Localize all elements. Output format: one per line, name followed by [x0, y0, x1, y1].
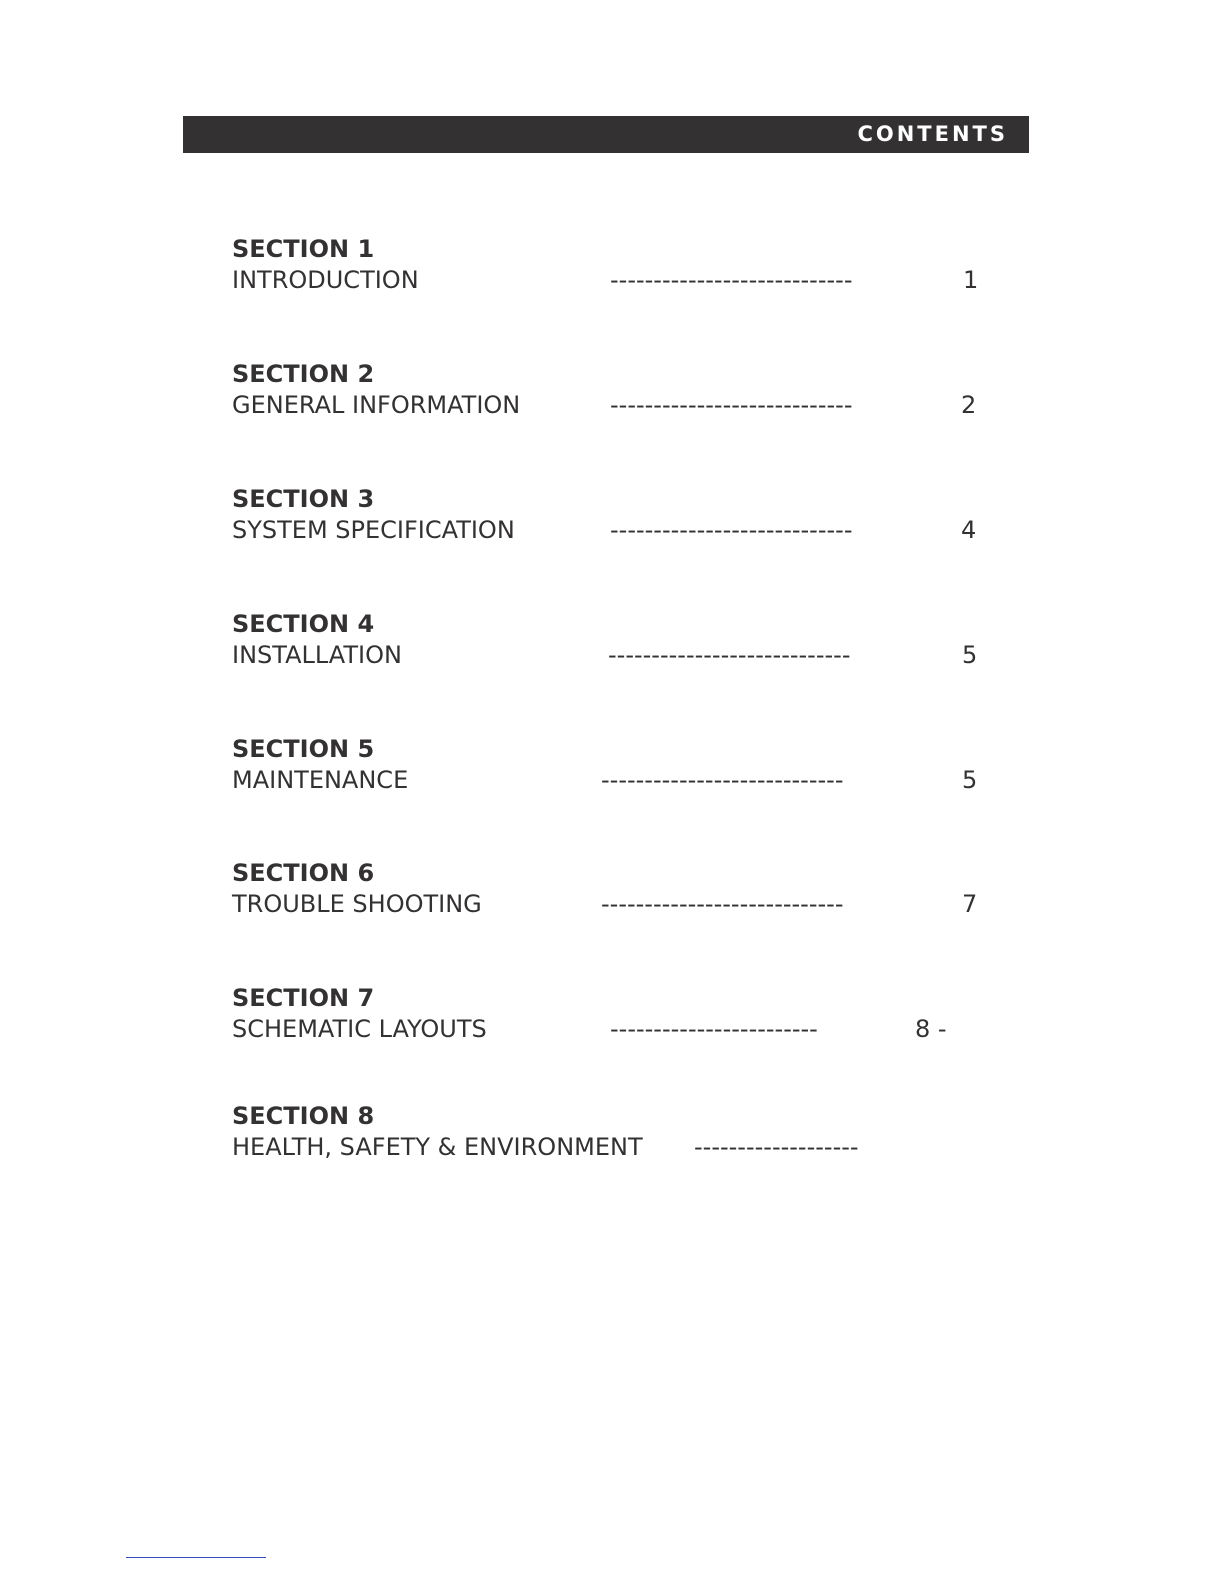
dot-leader: ----------------------------: [608, 641, 851, 669]
page-number: 8 -: [915, 1015, 947, 1043]
dot-leader: ----------------------------: [601, 766, 844, 794]
page-number: 5: [962, 641, 978, 669]
toc-entry-section-5[interactable]: [232, 734, 1032, 804]
toc-entry-section-6[interactable]: [232, 858, 1032, 928]
section-title: HEALTH, SAFETY & ENVIRONMENT: [232, 1133, 643, 1161]
section-title: SCHEMATIC LAYOUTS: [232, 1015, 487, 1043]
contents-title: CONTENTS: [857, 122, 1008, 146]
section-label: SECTION 4: [232, 610, 375, 638]
toc-entry-section-2[interactable]: [232, 359, 1032, 429]
page-number: 5: [962, 766, 978, 794]
section-label: SECTION 5: [232, 735, 375, 763]
dot-leader: ----------------------------: [601, 890, 844, 918]
section-label: SECTION 8: [232, 1102, 375, 1130]
dot-leader: -------------------: [694, 1133, 859, 1161]
page-number: 7: [962, 890, 978, 918]
dot-leader: ----------------------------: [610, 266, 853, 294]
toc-entry-section-8[interactable]: [232, 1101, 1032, 1171]
toc-entry-section-1[interactable]: [232, 234, 1032, 304]
page-number: 4: [961, 516, 977, 544]
section-title: TROUBLE SHOOTING: [232, 890, 482, 918]
page-number: 2: [961, 391, 977, 419]
section-label: SECTION 1: [232, 235, 375, 263]
dot-leader: ----------------------------: [610, 391, 853, 419]
toc-entry-section-4[interactable]: [232, 609, 1032, 679]
dot-leader: ----------------------------: [610, 516, 853, 544]
section-label: SECTION 6: [232, 859, 375, 887]
toc-entry-section-3[interactable]: [232, 484, 1032, 554]
contents-header-bar: [183, 116, 1029, 153]
section-label: SECTION 3: [232, 485, 375, 513]
section-title: MAINTENANCE: [232, 766, 409, 794]
toc-entry-section-7[interactable]: [232, 983, 1032, 1053]
section-title: INSTALLATION: [232, 641, 402, 669]
section-label: SECTION 2: [232, 360, 375, 388]
footer-rule: [126, 1557, 266, 1558]
section-label: SECTION 7: [232, 984, 375, 1012]
section-title: GENERAL INFORMATION: [232, 391, 521, 419]
dot-leader: ------------------------: [610, 1015, 818, 1043]
section-title: INTRODUCTION: [232, 266, 419, 294]
section-title: SYSTEM SPECIFICATION: [232, 516, 515, 544]
page-number: 1: [963, 266, 979, 294]
